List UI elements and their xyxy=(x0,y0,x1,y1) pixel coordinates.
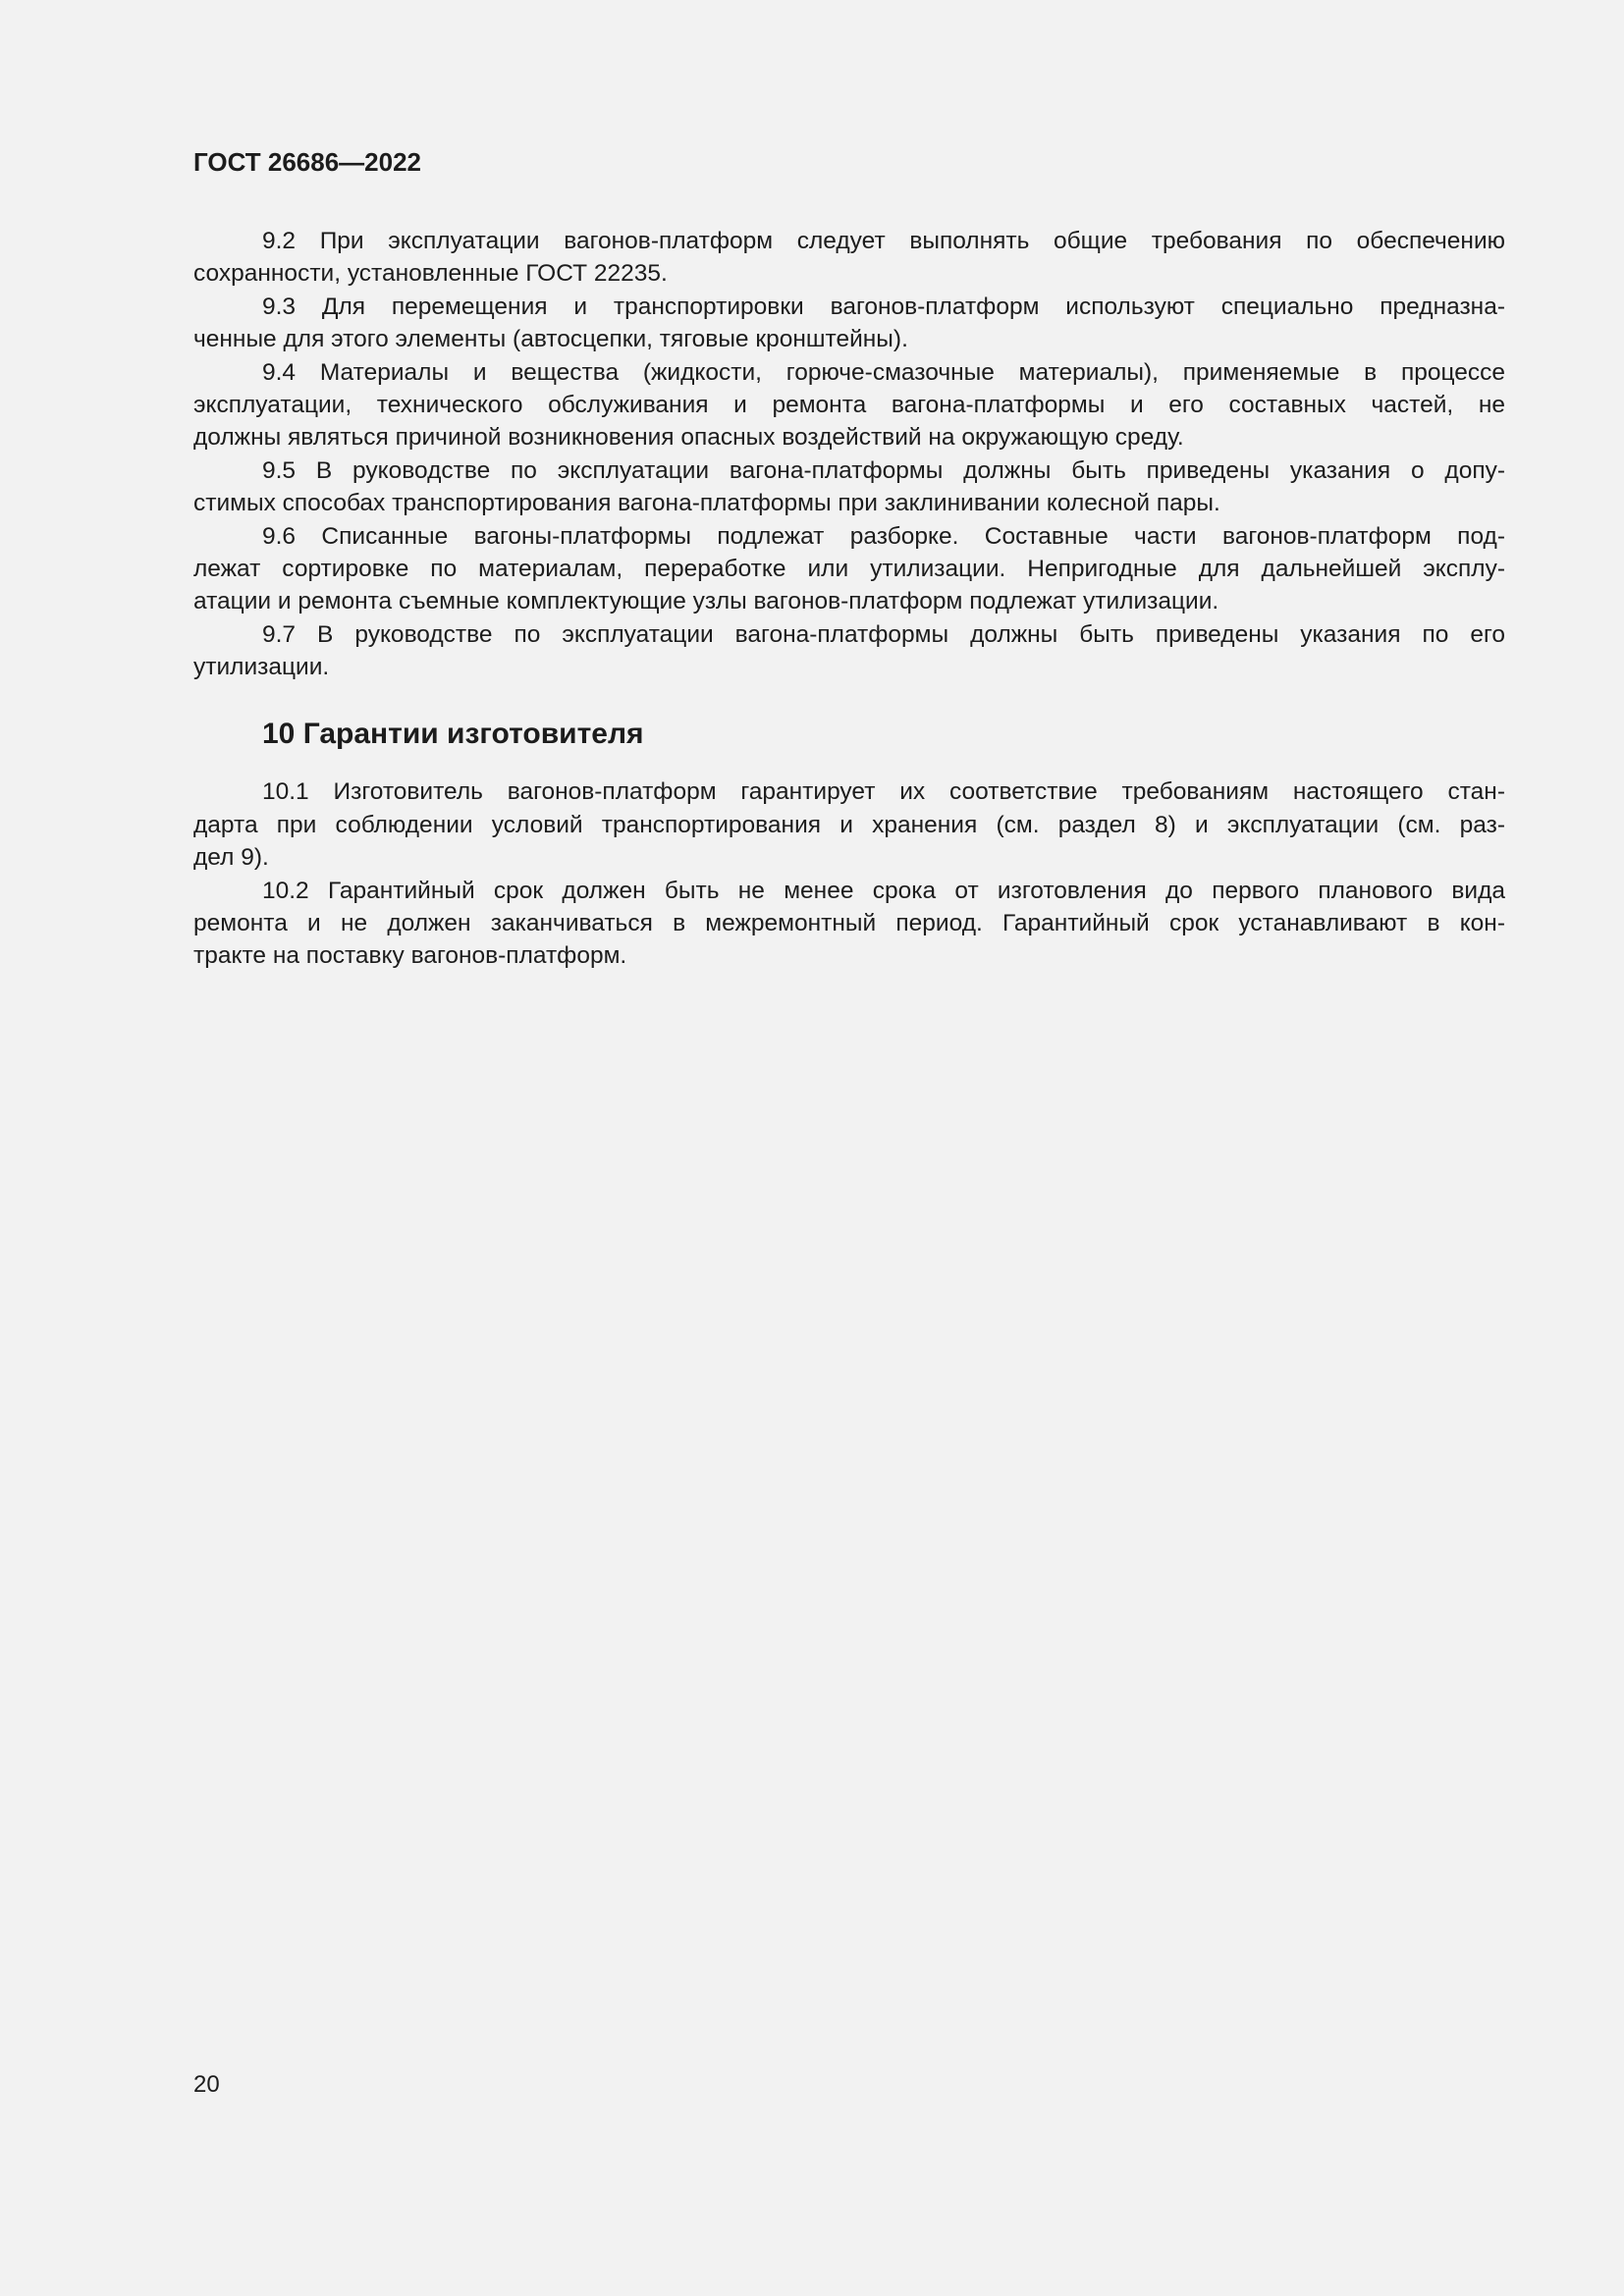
paragraph-line: атации и ремонта съемные комплектующие узлы вагонов-платформ подлежат утилизации. xyxy=(193,588,1219,615)
paragraph-line: 9.2 При эксплуатации вагонов-платформ следует выполнять общие требования по обеспечению xyxy=(262,228,1505,254)
paragraph-line: 9.5 В руководстве по эксплуатации вагона-платформы должны быть приведены указания о допу- xyxy=(262,456,1505,484)
paragraph xyxy=(193,291,1505,356)
paragraph-line: сохранности, установленные ГОСТ 22235. xyxy=(193,260,668,288)
paragraph-line: дел 9). xyxy=(193,844,269,872)
paragraph-line: утилизации. xyxy=(193,654,330,681)
paragraph-line: лежат сортировке по материалам, переработке или утилизации. Непригодные для дальнейшей эксплу- xyxy=(193,555,1505,582)
paragraph xyxy=(193,225,1505,291)
document-body xyxy=(193,225,1505,973)
paragraph-line: стимых способах транспортирования вагона-платформы при заклинивании колесной пары. xyxy=(193,490,1220,517)
paragraph-line: ченные для этого элементы (автосцепки, тяговые кронштейны). xyxy=(193,326,908,353)
page-number: 20 xyxy=(193,2071,220,2098)
section-10-paragraphs xyxy=(193,775,1505,972)
paragraph-line: 9.4 Материалы и вещества (жидкости, горюче-смазочные материалы), применяемые в процессе xyxy=(262,358,1505,386)
paragraph-line: должны являться причиной возникновения опасных воздействий на окружающую среду. xyxy=(193,424,1184,452)
section-10-title: 10 Гарантии изготовителя xyxy=(262,718,644,751)
paragraph-line: 10.1 Изготовитель вагонов-платформ гарантирует их соответствие требованиям настоящего стан- xyxy=(262,778,1505,806)
paragraph-line: 9.3 Для перемещения и транспортировки вагонов-платформ используют специально предназна- xyxy=(262,293,1505,320)
paragraph-line: дарта при соблюдении условий транспортирования и хранения (см. раздел 8) и эксплуатации (см. раз- xyxy=(193,811,1505,838)
paragraph xyxy=(193,454,1505,520)
paragraph xyxy=(193,775,1505,874)
paragraph xyxy=(193,356,1505,454)
paragraph-line: эксплуатации, технического обслуживания и ремонта вагона-платформы и его составных частей, не xyxy=(193,391,1505,418)
paragraph-line: 9.7 В руководстве по эксплуатации вагона-платформы должны быть приведены указания по его xyxy=(262,620,1505,648)
paragraph-line: 9.6 Списанные вагоны-платформы подлежат разборке. Составные части вагонов-платформ под- xyxy=(262,522,1505,550)
paragraph xyxy=(193,875,1505,973)
paragraph-line: ремонта и не должен заканчиваться в межремонтный период. Гарантийный срок устанавливают в кон- xyxy=(193,910,1505,937)
section-9-paragraphs xyxy=(193,225,1505,683)
paragraph-line: тракте на поставку вагонов-платформ. xyxy=(193,942,627,970)
document-header: ГОСТ 26686—2022 xyxy=(193,147,421,177)
paragraph-line: 10.2 Гарантийный срок должен быть не менее срока от изготовления до первого планового вида xyxy=(262,877,1505,904)
paragraph xyxy=(193,520,1505,618)
paragraph xyxy=(193,618,1505,684)
